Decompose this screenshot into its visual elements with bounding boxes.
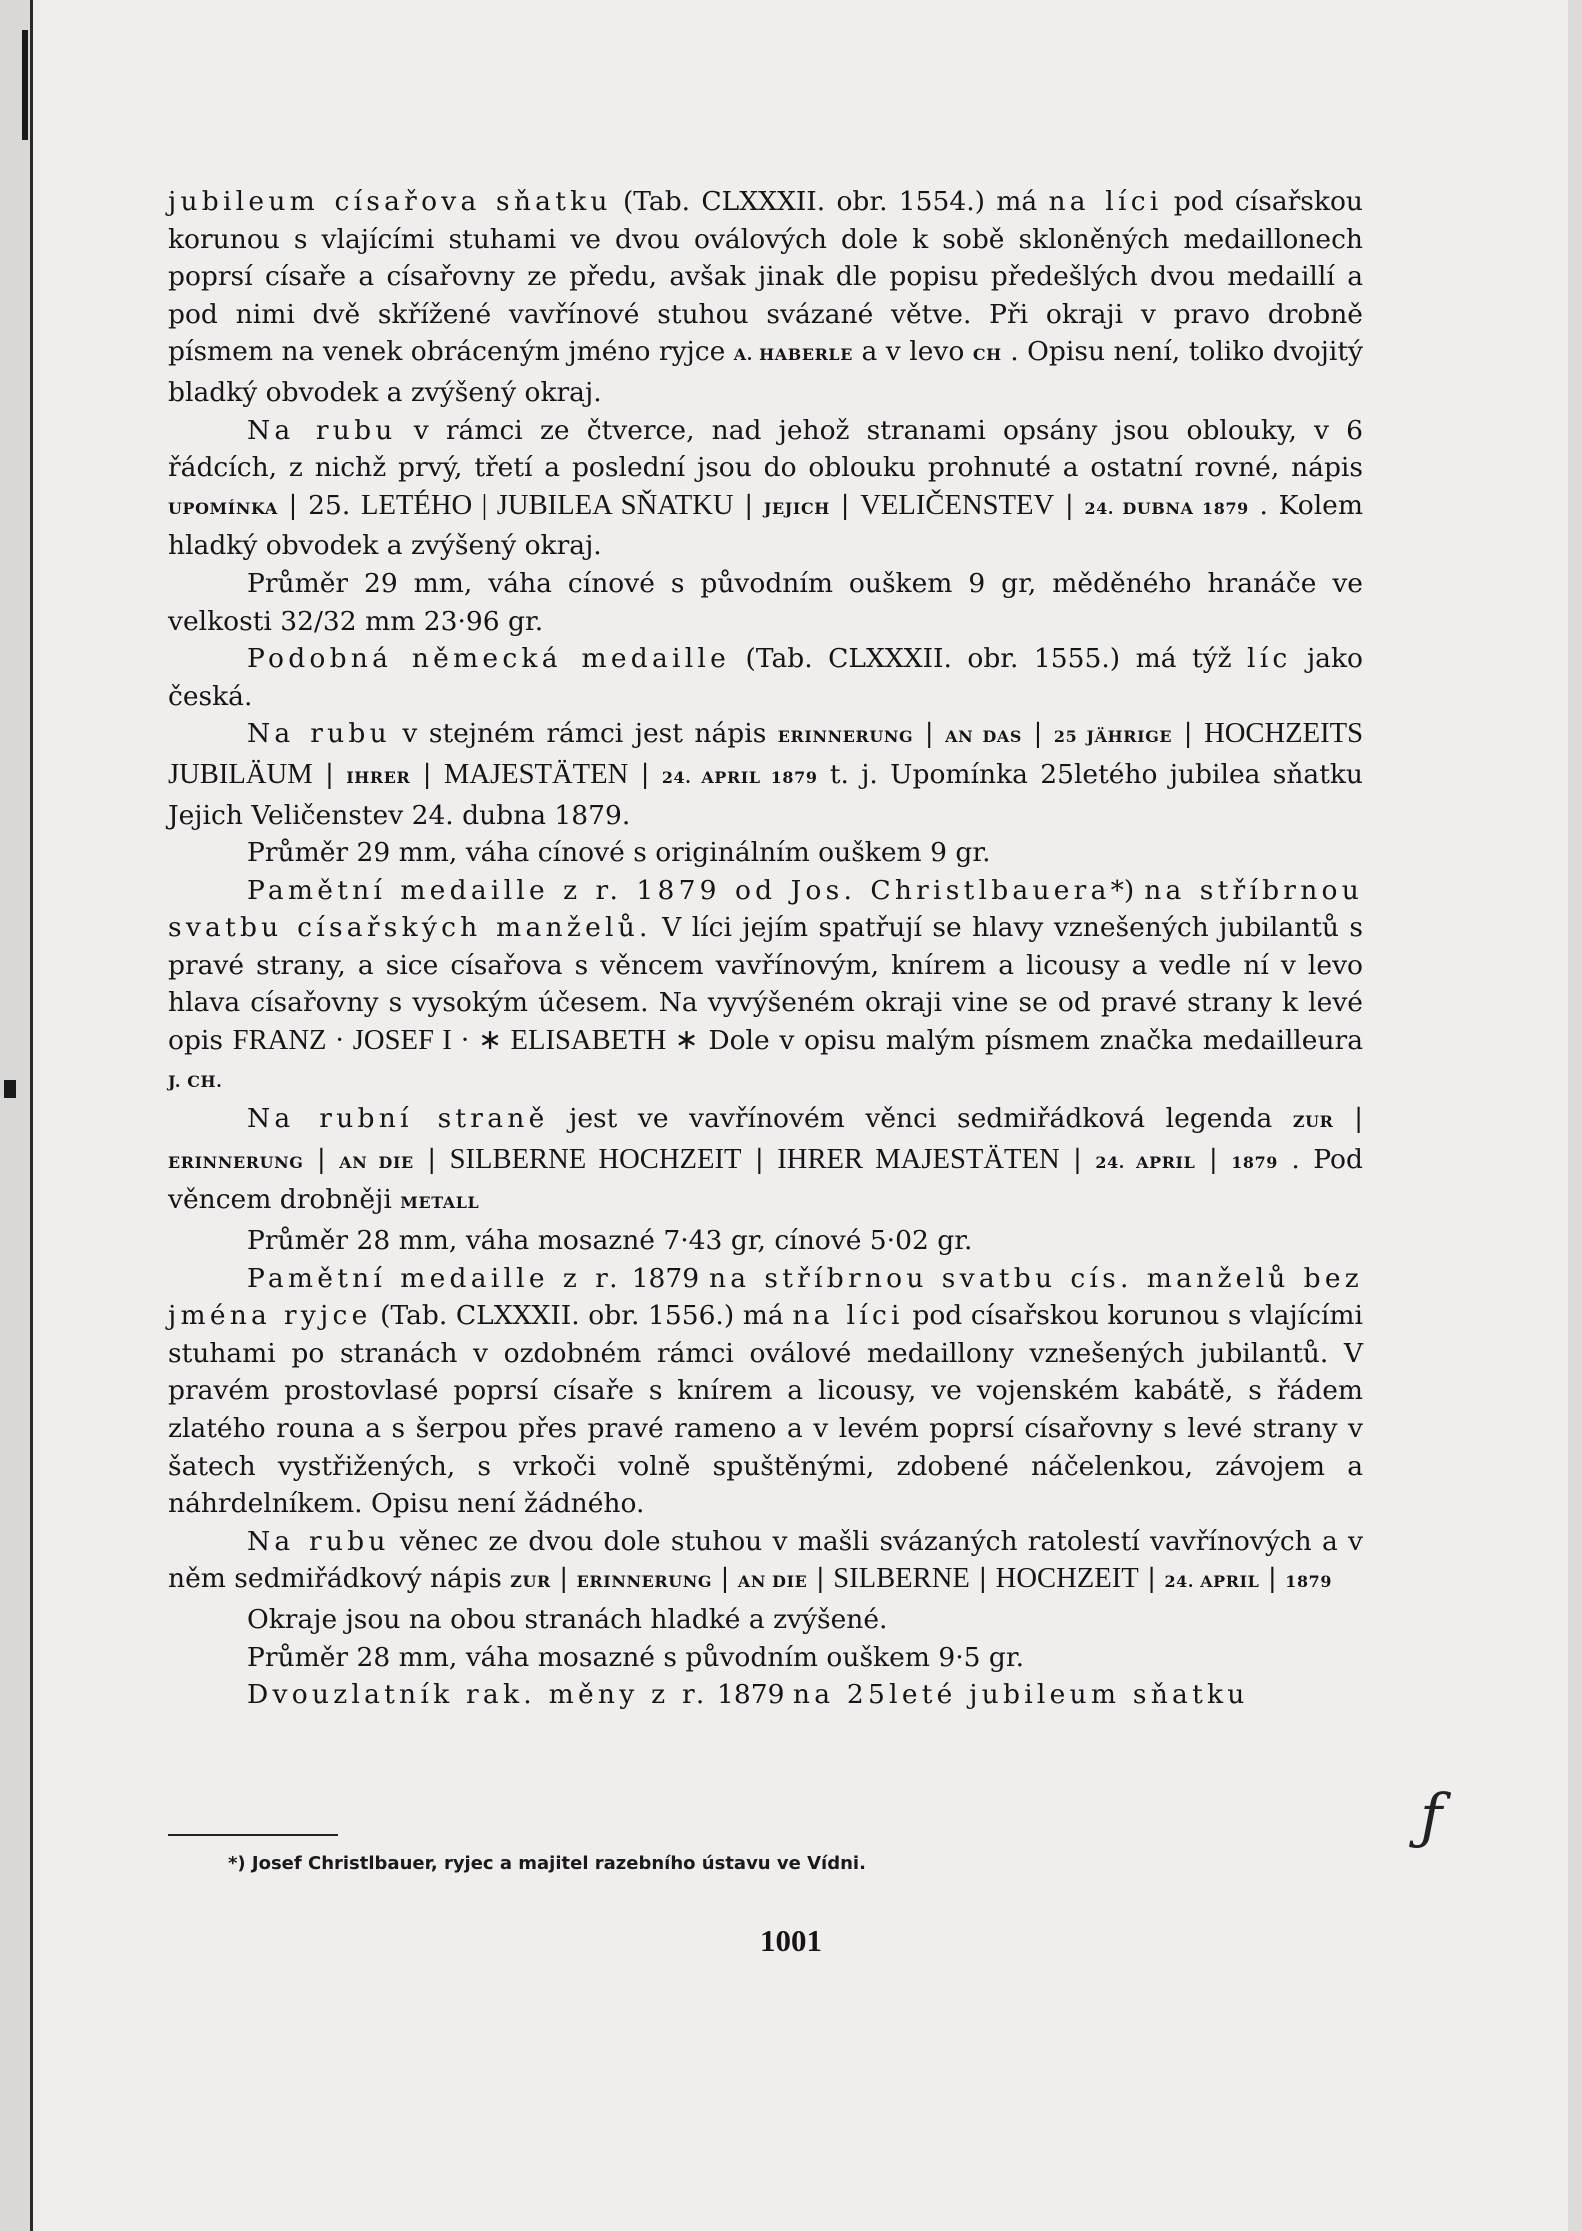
text-run: | bbox=[312, 758, 347, 790]
page-edge-right bbox=[1568, 0, 1582, 2231]
text-run: SILBERNE bbox=[833, 1562, 970, 1595]
paragraph bbox=[168, 1676, 1363, 1714]
text-run: (Tab. CLXXXII. obr. 1556.) má bbox=[371, 1300, 793, 1332]
text-run: | bbox=[1138, 1563, 1165, 1595]
text-run: Podobná německá medaille bbox=[247, 643, 731, 675]
text-run: | bbox=[550, 1563, 577, 1595]
text-run: 25 JÄHRIGE bbox=[1053, 727, 1173, 747]
text-run: | 25. bbox=[277, 489, 361, 521]
text-run: | bbox=[741, 1143, 778, 1175]
text-run: IHRER bbox=[346, 767, 411, 787]
text-run: UPOMÍNKA bbox=[168, 498, 278, 518]
text-run: Okraje jsou na obou stranách hladké a zvýšené. bbox=[247, 1603, 888, 1635]
text-run: jest ve vavřínovém věnci sedmiřádková legenda bbox=[548, 1103, 1293, 1135]
paragraph bbox=[168, 640, 1363, 715]
text-run: . Pod věncem drobněji bbox=[168, 1143, 1363, 1216]
text-run: ZUR bbox=[1292, 1112, 1334, 1132]
text-run: Pamětní medaille z r. 1879 od Jos. Christlbauera bbox=[247, 874, 1111, 906]
text-run: JEJICH bbox=[763, 498, 830, 518]
text-run: | bbox=[1259, 1563, 1286, 1595]
text-run: AN DIE bbox=[339, 1152, 414, 1172]
paragraph bbox=[168, 565, 1363, 640]
margin-pen-mark: ƒ bbox=[1420, 1782, 1443, 1852]
text-run: Pamětní medaille z r. bbox=[247, 1262, 622, 1294]
text-run: | bbox=[829, 489, 861, 521]
text-run: Průměr 29 mm, váha cínové s původním ouškem 9 gr, měděného hranáče ve velkosti 32/32 mm 23·96 gr. bbox=[168, 567, 1363, 637]
edge-mark-top bbox=[22, 30, 28, 140]
text-run: věnec ze dvou dole stuhou v mašli svázaných ratolestí vavřínových a v něm sedmiřádkový nápis bbox=[168, 1525, 1363, 1595]
text-run: (Tab. CLXXXII. obr. 1554.) má bbox=[611, 186, 1049, 217]
text-run: pod císařskou korunou s vlajícími stuhami po stranách v ozdobném rámci oválové medaillony vznešených jubilantů. V pravém prostovlasé poprsí císaře s knírem a licousy, ve vojenském kabátě, s řádem zlatého rouna a s šerpou přes pravé rameno a v levém poprsí císařovny s levé strany v šatech vystřižených, s vrkoči volně spuštěnými, zdobené náčelenkou, závojem a náhrdelníkem. Opisu není žádného. bbox=[168, 1300, 1363, 1520]
page-edge-left bbox=[0, 0, 33, 2231]
text-run: Průměr 29 mm, váha cínové s originálním ouškem 9 gr. bbox=[247, 837, 991, 869]
text-run: HOCHZEITS JUBILÄUM bbox=[168, 717, 1363, 790]
text-run: a v levo bbox=[852, 336, 973, 368]
text-run: | bbox=[1172, 718, 1205, 750]
text-run: MAJESTÄTEN bbox=[443, 757, 629, 790]
text-run: | bbox=[1054, 489, 1085, 521]
footnote-rule bbox=[168, 1834, 338, 1836]
text-run: Na rubu bbox=[247, 414, 397, 446]
paragraph bbox=[168, 1601, 1363, 1639]
text-run: FRANZ · JOSEF I · ∗ ELISABETH ∗ bbox=[232, 1024, 699, 1057]
text-run: | bbox=[413, 1143, 450, 1175]
text-run: v rámci ze čtverce, nad jehož stranami opsány jsou oblouky, v 6 řádcích, z nichž prvý, třetí a poslední jsou do oblouku prohnuté a ostatní rovné, nápis bbox=[168, 414, 1364, 484]
text-run: (Tab. CLXXXII. obr. 1555.) má týž bbox=[730, 643, 1247, 675]
text-run: 24. APRIL 1879 bbox=[661, 767, 818, 787]
text-run: . Opisu není, toliko dvojitý bladký obvodek a zvýšený okraj. bbox=[168, 336, 1363, 408]
text-run: VELIČENSTEV bbox=[860, 488, 1055, 521]
paragraph bbox=[168, 1222, 1363, 1260]
text-run: IHRER MAJESTÄTEN bbox=[777, 1142, 1060, 1175]
paragraph bbox=[168, 1639, 1363, 1677]
text-run: Na rubní straně bbox=[247, 1103, 549, 1135]
text-run: LETÉHO | JUBILEA SŇATKU bbox=[360, 488, 734, 521]
text-run: SILBERNE HOCHZEIT bbox=[449, 1142, 742, 1175]
text-run: na líci bbox=[1048, 186, 1163, 217]
text-run: na stříbrnou svatbu císařských manželů. bbox=[168, 874, 1364, 944]
text-run: | bbox=[1333, 1103, 1364, 1135]
text-run: líc bbox=[1247, 643, 1292, 675]
text-run: | bbox=[303, 1143, 340, 1175]
text-run: | bbox=[1059, 1143, 1096, 1175]
text-run: 24. APRIL bbox=[1164, 1572, 1260, 1592]
text-run: | bbox=[807, 1563, 834, 1595]
body-text bbox=[168, 183, 1363, 1714]
text-run: ZUR bbox=[510, 1572, 551, 1592]
text-run: ERINNERUNG bbox=[777, 727, 914, 747]
text-run: | bbox=[1022, 718, 1054, 750]
text-run: 1879 bbox=[621, 1262, 709, 1294]
text-run: | bbox=[913, 718, 946, 750]
text-run: HOCHZEIT bbox=[995, 1562, 1139, 1595]
text-run: 24. DUBNA 1879 bbox=[1084, 498, 1249, 518]
text-run: | bbox=[969, 1563, 996, 1595]
edge-mark-bottom bbox=[4, 1080, 16, 1098]
text-run: na 25leté jubileum sňatku bbox=[792, 1679, 1249, 1711]
text-run: . Kolem hladký obvodek a zvýšený okraj. bbox=[168, 489, 1363, 562]
text-run: AN DAS bbox=[945, 727, 1022, 747]
text-run: *) bbox=[1110, 874, 1145, 906]
paragraph bbox=[168, 834, 1363, 872]
text-run: t. j. Upomínka 25letého jubilea sňatku Jejich Veličenstev 24. dubna 1879. bbox=[168, 758, 1363, 831]
footnote: *) Josef Christlbauer, ryjec a majitel razebního ústavu ve Vídni. bbox=[228, 1853, 866, 1874]
paragraph bbox=[168, 1260, 1363, 1523]
text-run: CH bbox=[972, 345, 1002, 365]
text-run: na stříbrnou svatbu cís. manželů bez jména ryjce bbox=[168, 1262, 1363, 1332]
page-number: 1001 bbox=[760, 1923, 822, 1958]
text-run: J. CH. bbox=[168, 1071, 223, 1091]
text-run: 1879 bbox=[708, 1679, 793, 1711]
text-run: jako česká. bbox=[168, 643, 1363, 712]
text-run: | bbox=[410, 758, 444, 790]
paragraph bbox=[168, 412, 1363, 565]
text-run: | bbox=[628, 758, 662, 790]
paragraph bbox=[168, 1100, 1363, 1222]
text-run: ERINNERUNG bbox=[576, 1572, 713, 1592]
text-run: | bbox=[733, 489, 764, 521]
paragraph bbox=[168, 715, 1363, 834]
text-run: AN DIE bbox=[737, 1572, 808, 1592]
text-run: 24. APRIL bbox=[1095, 1152, 1196, 1172]
paragraph bbox=[168, 1523, 1363, 1601]
paragraph bbox=[168, 872, 1363, 1101]
text-run: METALL bbox=[400, 1193, 480, 1213]
text-run: na líci bbox=[792, 1300, 904, 1332]
text-run: Na rubu bbox=[247, 1525, 390, 1557]
text-run: pod císařskou korunou s vlajícími stuhami ve dvou oválových dole k sobě skloněných medaillonech poprsí císaře a císařovny ze předu, avšak jinak dle popisu předešlých dvou medaillí a pod nimi dvě skřížené vavřínové stuhou svázané větve. Při okraji v pravo drobně písmem na venek obráceným jméno ryjce bbox=[168, 186, 1363, 368]
text-run: V líci jejím spatřují se hlavy vznešených jubilantů s pravé strany, a sice císařova s věncem vavřínovým, knírem a licousy a vedle ní v levo hlava císařovny s vysokým účesem. Na vyvýšeném okraji vine se od pravé strany k levé opis bbox=[168, 912, 1363, 1057]
text-run: jubileum císařova sňatku bbox=[168, 186, 612, 217]
text-run: | bbox=[712, 1563, 738, 1595]
text-run: 1879 bbox=[1285, 1572, 1333, 1592]
text-run: Dole v opisu malým písmem značka medailleura bbox=[698, 1025, 1363, 1057]
paragraph bbox=[168, 183, 1363, 412]
text-run: ERINNERUNG bbox=[168, 1152, 304, 1172]
text-run: | bbox=[1195, 1143, 1232, 1175]
text-run: 1879 bbox=[1231, 1152, 1278, 1172]
text-run: Průměr 28 mm, váha mosazné s původním ouškem 9·5 gr. bbox=[247, 1641, 1025, 1673]
text-run: Průměr 28 mm, váha mosazné 7·43 gr, cínové 5·02 gr. bbox=[247, 1225, 973, 1257]
text-run: Dvouzlatník rak. měny z r. bbox=[247, 1679, 709, 1711]
text-run: Na rubu bbox=[247, 718, 391, 750]
text-run: A. HABERLE bbox=[733, 345, 853, 365]
text-run: v stejném rámci jest nápis bbox=[390, 718, 778, 750]
